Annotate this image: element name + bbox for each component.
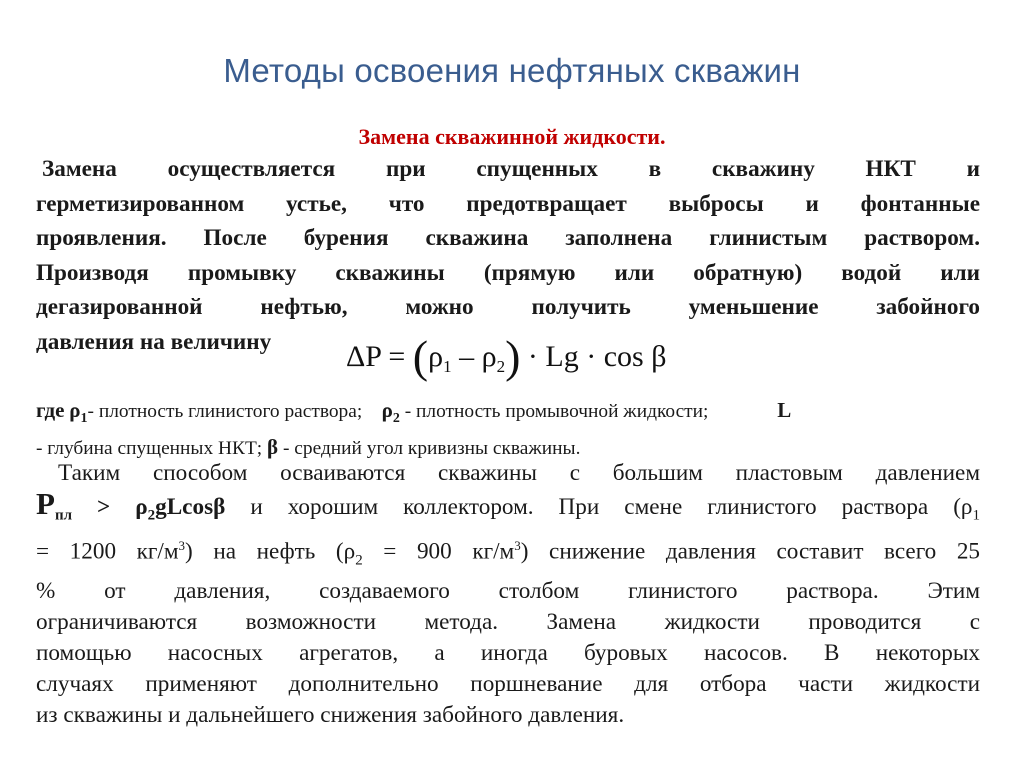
- intro-line: Замена осуществляется при спущенных в скважину НКТ и: [42, 156, 980, 182]
- intro-line: герметизированном устье, что предотвращает выбросы и фонтанные: [36, 190, 980, 217]
- intro-line: дегазированной нефтью, можно получить уменьшение забойного: [36, 294, 980, 320]
- section-subtitle: Замена скважинной жидкости.: [358, 124, 666, 149]
- formula-sub2: 2: [496, 357, 506, 376]
- body-line: ограничиваются возможности метода. Замена жидкости проводится с: [36, 609, 980, 636]
- body-line: = 1200 $кг/м^3$) на нефть ($\rho_2 = 900$ $кг/м^3$) снижение давления составит всего 25: [36, 538, 981, 569]
- reservoir-pressure-sub: пл: [54, 507, 72, 524]
- formula-open-paren: (: [412, 331, 429, 382]
- body-line: Таким способом осваиваются скважины с большим пластовым давлением: [58, 460, 980, 486]
- where-lead: где: [36, 398, 65, 422]
- reservoir-pressure-symbol: Р: [36, 485, 55, 521]
- body-line: из скважины и дальнейшего снижения забойного давления.: [36, 701, 625, 728]
- main-paragraph: [36, 458, 980, 730]
- beta-description: - средний угол кривизны скважины.: [282, 438, 581, 460]
- rho1-description: - плотность глинистого раствора;: [87, 401, 363, 422]
- formula-minus: –: [459, 340, 475, 373]
- beta-symbol: β: [267, 435, 279, 460]
- formula-close-paren: ): [505, 331, 521, 382]
- formula-sub1: 1: [443, 357, 452, 376]
- L-description: - глубина спущенных НКТ;: [36, 438, 263, 460]
- variable-definitions: [36, 396, 980, 463]
- pressure-formula: [346, 330, 666, 383]
- body-line: % от давления, создаваемого столбом глинистого раствора. Этим: [36, 578, 980, 605]
- where-line-1: [36, 396, 980, 433]
- formula-rho1: ρ: [428, 340, 444, 373]
- pressure-condition: > $\rho_2gLcos\beta$: [97, 493, 226, 524]
- body-line: помощью насосных агрегатов, а иногда буровых насосов. В некоторых: [36, 640, 980, 666]
- formula-eq: =: [388, 340, 406, 373]
- rho2-symbol: $\rho_2$: [381, 398, 400, 427]
- formula-rest: · Lg · cos β: [527, 340, 667, 373]
- intro-paragraph: [36, 152, 980, 359]
- L-symbol: L: [777, 398, 792, 422]
- rho1-symbol: $\rho_1$: [69, 398, 88, 427]
- formula-lhs: ΔP: [346, 340, 381, 373]
- body-line: $Р_{пл} > \rho_2gLcos\beta$ и хорошим коллектором. При смене глинистого раствора ($\rho_1$: [36, 485, 980, 524]
- intro-line: давления на величину: [36, 328, 272, 355]
- formula-rho2: ρ: [481, 340, 497, 373]
- intro-line: Производя промывку скважины (прямую или обратную) водой или: [36, 259, 980, 286]
- slide-title: Методы освоения нефтяных скважин: [223, 52, 801, 89]
- rho2-description: - плотность промывочной жидкости;: [404, 401, 709, 422]
- body-line: случаях применяют дополнительно поршневание для отбора части жидкости: [36, 670, 980, 697]
- intro-line: проявления. После бурения скважина заполнена глинистым раствором.: [36, 225, 980, 251]
